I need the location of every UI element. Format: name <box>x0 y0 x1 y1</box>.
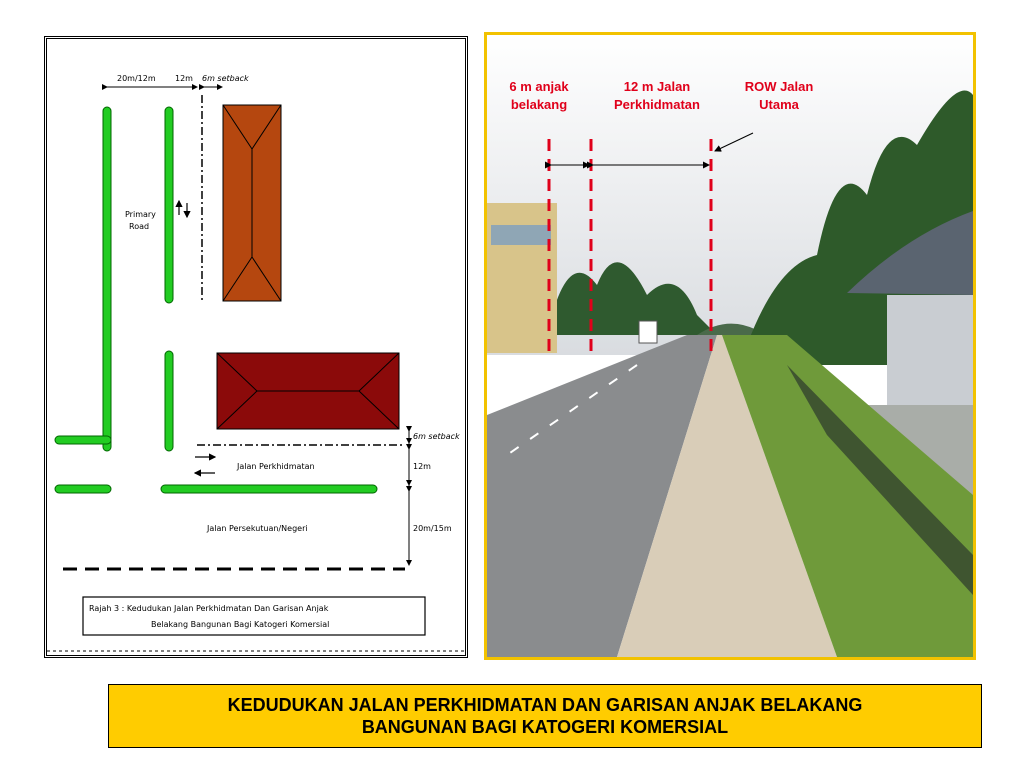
service-road-label: Jalan Perkhidmatan <box>237 462 315 471</box>
road-edge-lower-right <box>161 485 377 493</box>
road-edge-lower-left <box>55 485 111 493</box>
dim-label-top-2: 12m <box>175 74 193 83</box>
label-setback-1: 6 m anjak <box>509 79 569 94</box>
dim-label-right-3: 20m/15m <box>413 524 452 533</box>
caption-line-1: Rajah 3 : Kedudukan Jalan Perkhidmatan Dan Garisan Anjak <box>89 604 329 613</box>
banner-title-line-1: KEDUDUKAN JALAN PERKHIDMATAN DAN GARISAN ANJAK BELAKANG <box>227 695 863 715</box>
bus-shelter <box>887 295 973 405</box>
dim-label-top-3: 6m setback <box>202 74 249 83</box>
vehicle <box>639 321 657 343</box>
building-windows <box>491 225 551 245</box>
label-row-1: ROW Jalan <box>744 79 814 94</box>
caption-line-2: Belakang Bangunan Bagi Katogeri Komersial <box>151 620 330 629</box>
title-banner <box>108 684 982 748</box>
building-roof-horizontal <box>217 353 399 429</box>
label-setback-2: belakang <box>510 97 568 112</box>
primary-road-label-2: Road <box>129 222 150 231</box>
road-edge-middle-top <box>165 107 173 303</box>
site-plan-svg <box>47 39 465 655</box>
main-road-label: Jalan Persekutuan/Negeri <box>207 524 308 533</box>
road-photo <box>487 35 973 657</box>
dim-label-right-1: 6m setback <box>413 432 460 441</box>
building-roof-vertical <box>223 105 281 301</box>
label-service-road-2: Perkhidmatan <box>614 97 700 112</box>
road-edge-left-corner <box>55 436 111 444</box>
dim-label-right-2: 12m <box>413 462 431 471</box>
caption-box <box>83 597 425 635</box>
road-edge-middle-bottom <box>165 351 173 451</box>
road-edge-left <box>103 107 111 451</box>
site-plan-diagram <box>44 36 468 658</box>
dim-label-top-1: 20m/12m <box>117 74 156 83</box>
road-photo-panel <box>484 32 976 660</box>
label-row-2: Utama <box>759 97 799 112</box>
primary-road-label-1: Primary <box>125 210 156 219</box>
banner-title-line-2: BANGUNAN BAGI KATOGERI KOMERSIAL <box>361 717 729 737</box>
label-service-road-1: 12 m Jalan <box>623 79 691 94</box>
